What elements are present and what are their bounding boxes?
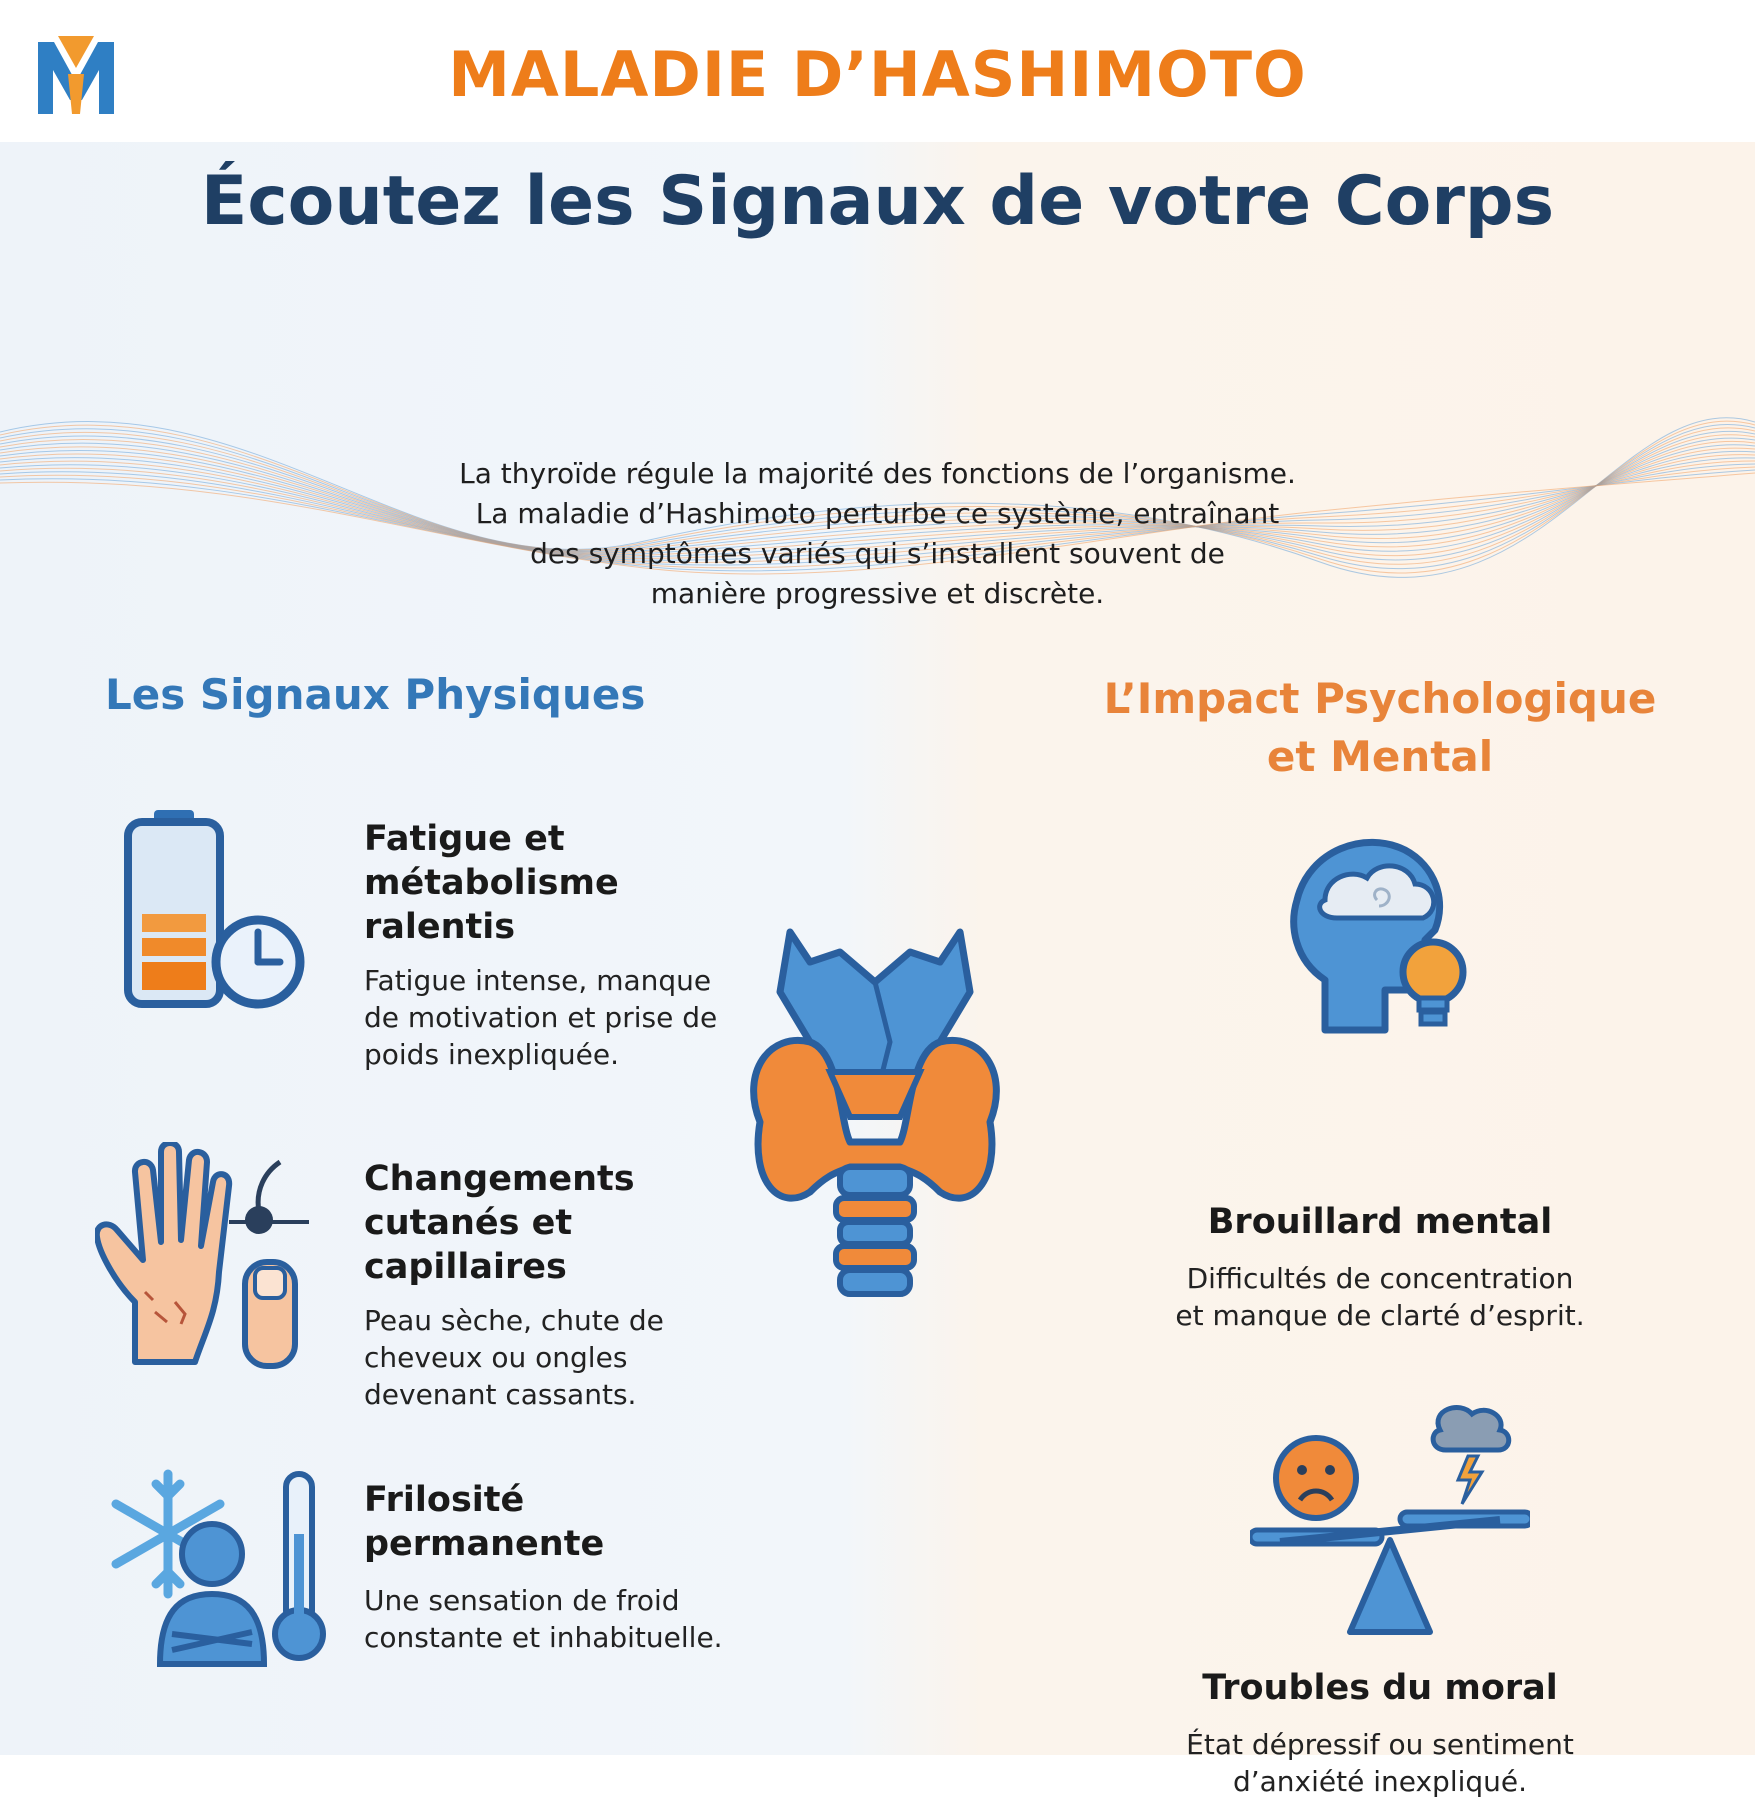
mood-desc-line: d’anxiété inexpliqué. [1232,1765,1528,1798]
mental-heading-line: et Mental [1266,732,1494,781]
main-title: MALADIE D’HASHIMOTO [448,38,1307,111]
intro-line: des symptômes variés qui s’installent souvent de [530,537,1225,570]
cold-title: Frilosité permanente [364,1480,605,1564]
fatigue-description: Fatigue intense, manque de motivation et prise de poids inexpliquée. [364,964,718,1071]
hand-hair-nail-icon [95,1142,320,1372]
skin-hair-description: Peau sèche, chute de cheveux ou ongles devenant cassants. [364,1304,664,1411]
intro-line: manière progressive et discrète. [650,577,1105,610]
brain-fog-desc-line: Difficultés de concentration [1186,1262,1574,1295]
mental-impact-heading [1080,670,1680,786]
battery-clock-icon [120,810,310,1010]
mood-title: Troubles du moral [1202,1668,1558,1708]
cold-thermometer-icon [88,1464,338,1674]
brain-fog-description [1080,1260,1680,1334]
thyroid-gland-icon [740,922,1010,1302]
headline: Écoutez les Signaux de votre Corps [200,162,1555,241]
cold-description: Une sensation de froid constante et inhabituelle. [364,1584,723,1654]
mood-desc-line: État dépressif ou sentiment [1186,1728,1574,1761]
mood-description [1080,1726,1680,1800]
brain-fog-desc-line: et manque de clarté d’esprit. [1175,1299,1585,1332]
fatigue-title: Fatigue et métabolisme ralentis [364,819,619,947]
mood-scale-icon [1250,1400,1530,1640]
brain-fog-title: Brouillard mental [1207,1202,1553,1242]
infographic-body [0,142,1755,1798]
head-fog-lightbulb-icon [1285,830,1475,1040]
physical-signals-heading: Les Signaux Physiques [105,670,646,719]
mental-heading-line: L’Impact Psychologique [1103,674,1657,723]
intro-text [380,454,1375,614]
skin-hair-title: Changements cutanés et capillaires [364,1159,635,1287]
intro-line: La thyroïde régule la majorité des fonctions de l’organisme. [459,457,1296,490]
top-bar [0,0,1755,142]
intro-line: La maladie d’Hashimoto perturbe ce système, entraînant [475,497,1280,530]
